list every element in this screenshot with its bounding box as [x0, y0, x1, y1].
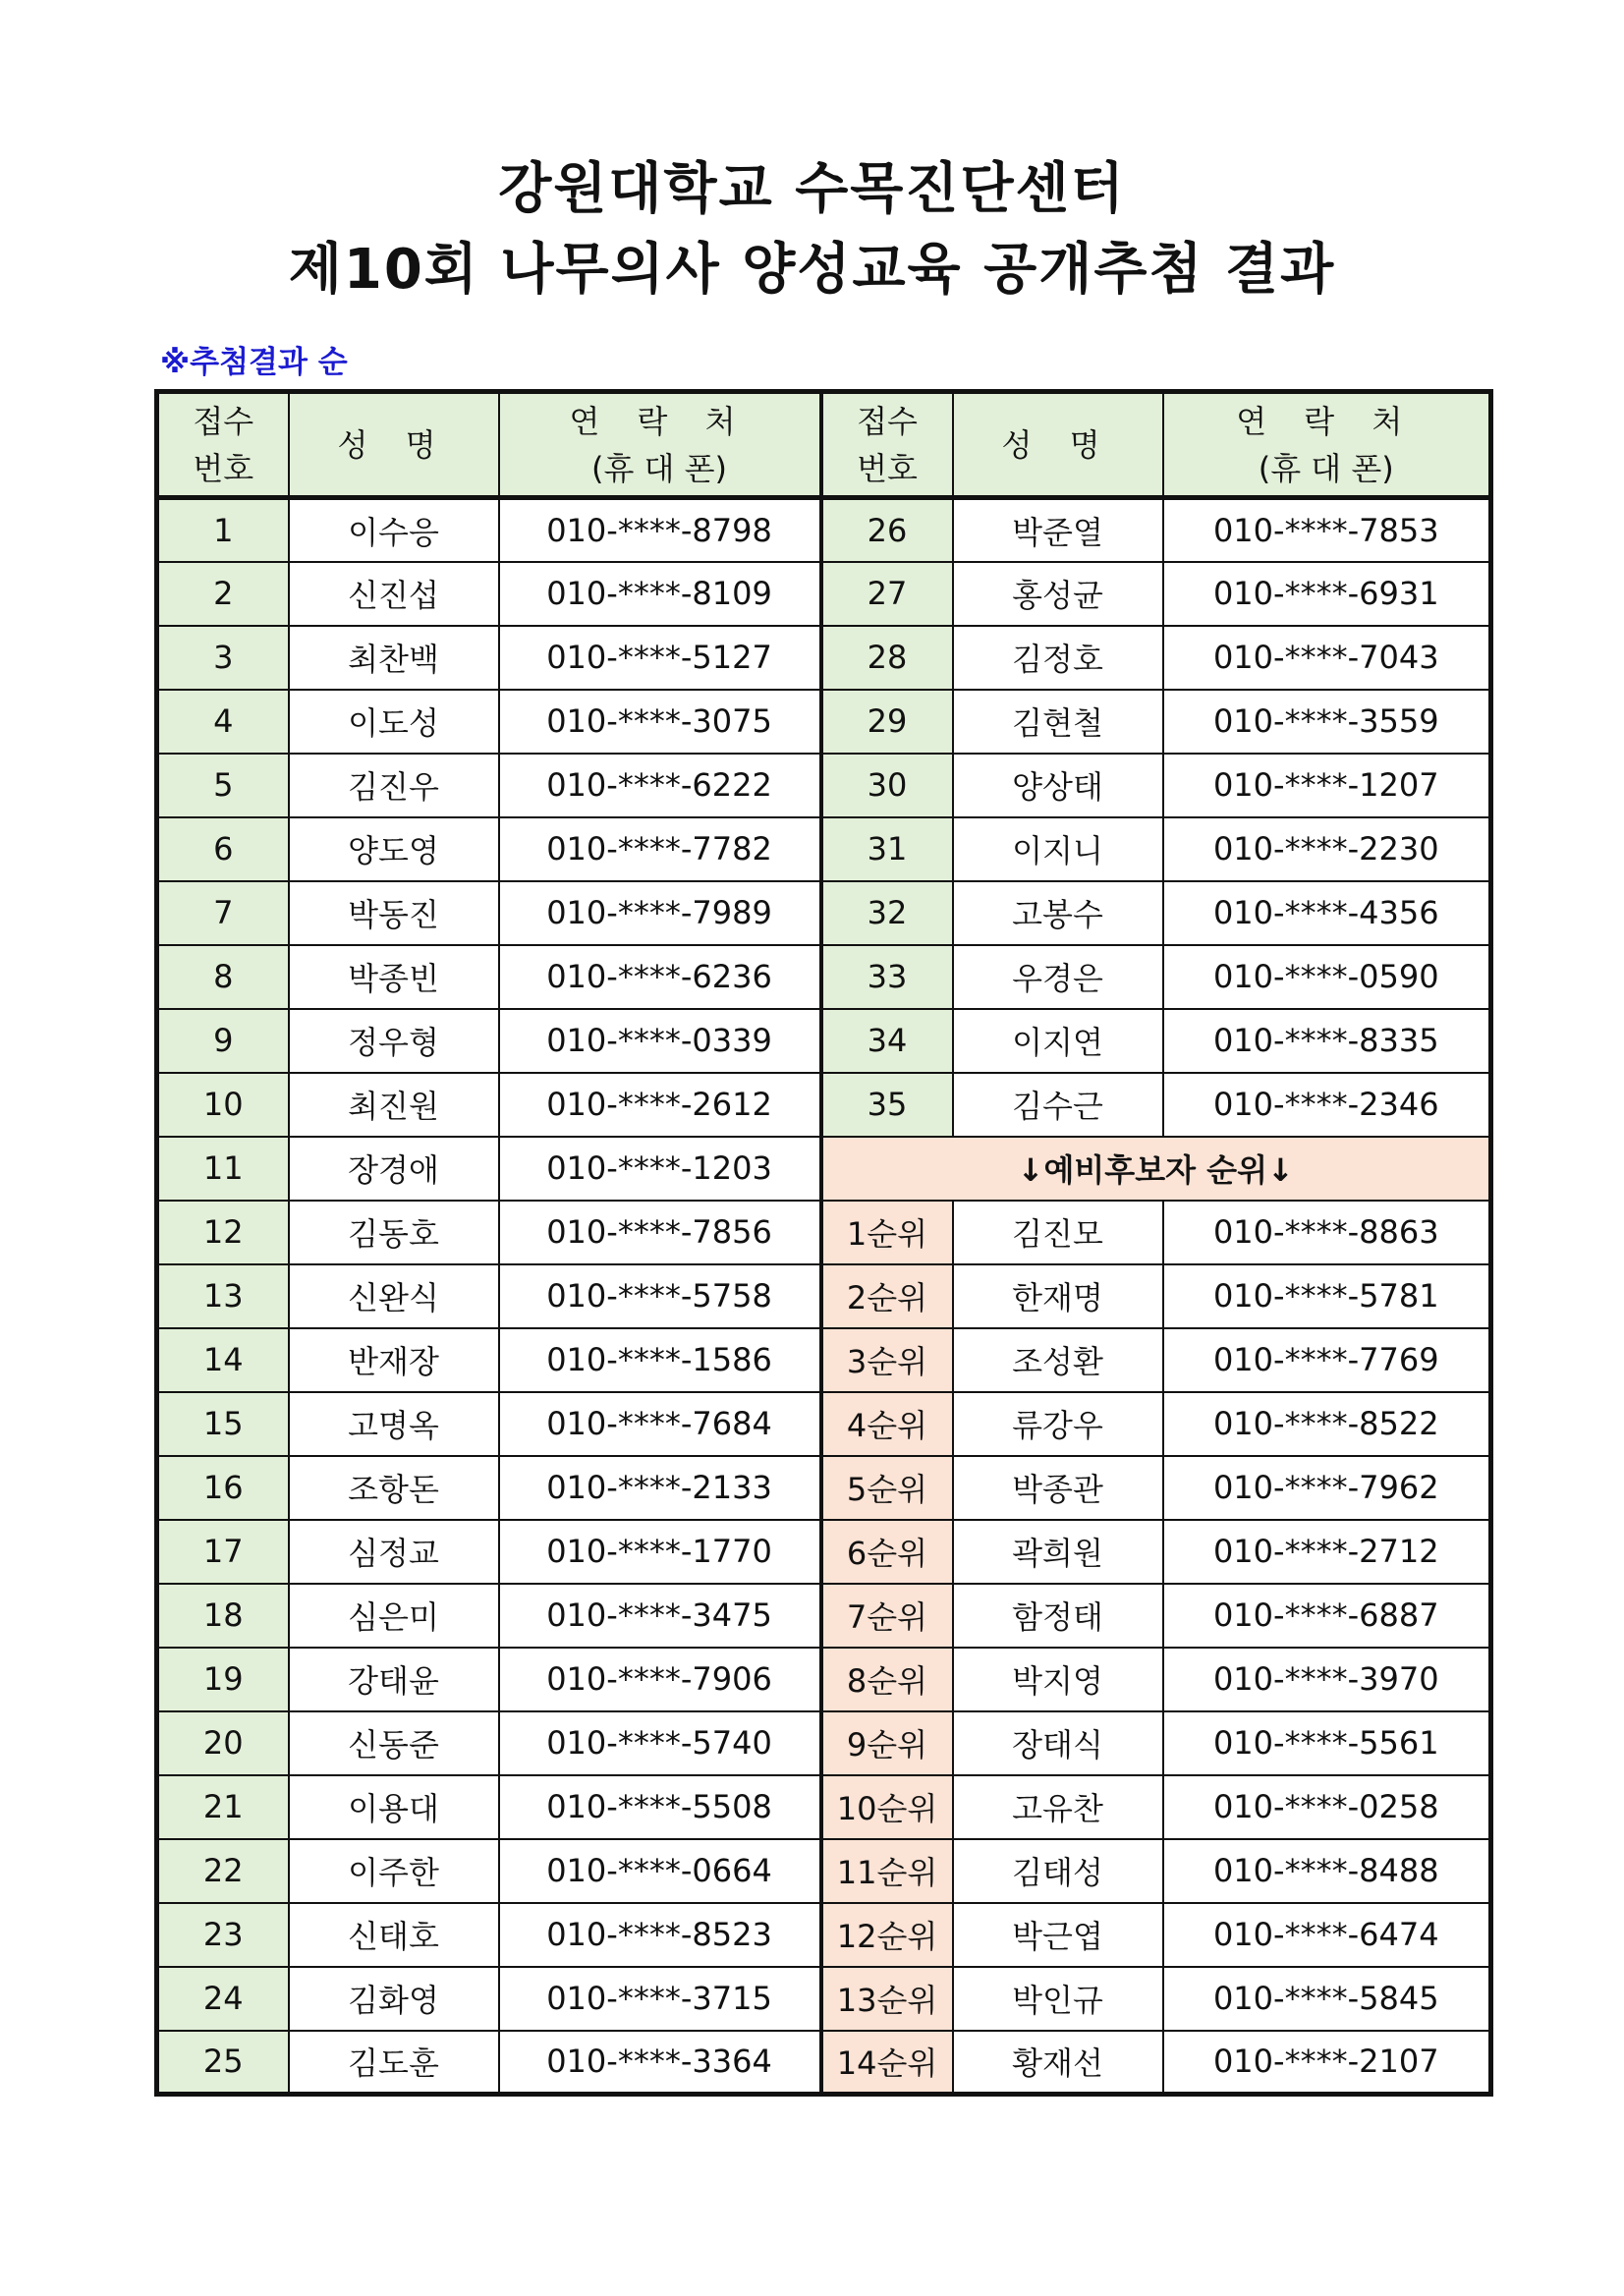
table-row [157, 1839, 1491, 1903]
table-row [157, 754, 1491, 817]
applicant-no: 24 [157, 1967, 289, 2031]
applicant-phone: 010-****-5508 [499, 1775, 821, 1839]
applicant-phone: 010-****-7684 [499, 1392, 821, 1456]
reserve-name: 장태식 [953, 1711, 1163, 1775]
reserve-phone: 010-****-5845 [1163, 1967, 1491, 2031]
table-row [157, 1009, 1491, 1073]
reserve-name: 조성환 [953, 1328, 1163, 1392]
table-row [157, 2031, 1491, 2095]
applicant-name: 이도성 [289, 690, 499, 754]
header-name: 성 명 [953, 392, 1163, 498]
applicant-no: 8 [157, 945, 289, 1009]
table-row [157, 1967, 1491, 2031]
applicant-no: 26 [821, 498, 953, 562]
applicant-name: 홍성균 [953, 562, 1163, 626]
reserve-rank: 4순위 [821, 1392, 953, 1456]
applicant-no: 7 [157, 881, 289, 945]
applicant-phone: 010-****-6931 [1163, 562, 1491, 626]
header-phone [1163, 392, 1491, 498]
reserve-rank: 2순위 [821, 1264, 953, 1328]
reserve-phone: 010-****-3970 [1163, 1648, 1491, 1711]
table-row [157, 1137, 1491, 1201]
applicant-name: 신완식 [289, 1264, 499, 1328]
applicant-name: 김화영 [289, 1967, 499, 2031]
applicant-name: 김수근 [953, 1073, 1163, 1137]
applicant-phone: 010-****-5758 [499, 1264, 821, 1328]
applicant-phone: 010-****-8523 [499, 1903, 821, 1967]
applicant-no: 34 [821, 1009, 953, 1073]
reserve-name: 김진모 [953, 1201, 1163, 1264]
applicant-phone: 010-****-7853 [1163, 498, 1491, 562]
applicant-no: 3 [157, 626, 289, 690]
applicant-no: 27 [821, 562, 953, 626]
reserve-name: 박지영 [953, 1648, 1163, 1711]
applicant-name: 최찬백 [289, 626, 499, 690]
applicant-phone: 010-****-1203 [499, 1137, 821, 1201]
table-row [157, 1520, 1491, 1584]
applicant-name: 우경은 [953, 945, 1163, 1009]
applicant-no: 1 [157, 498, 289, 562]
applicant-no: 31 [821, 817, 953, 881]
reserve-name: 한재명 [953, 1264, 1163, 1328]
table-row [157, 1711, 1491, 1775]
applicant-name: 이용대 [289, 1775, 499, 1839]
applicant-no: 23 [157, 1903, 289, 1967]
applicant-name: 조항돈 [289, 1456, 499, 1520]
applicant-name: 반재장 [289, 1328, 499, 1392]
applicant-name: 박동진 [289, 881, 499, 945]
applicant-phone: 010-****-3475 [499, 1584, 821, 1648]
applicant-phone: 010-****-2230 [1163, 817, 1491, 881]
applicant-no: 22 [157, 1839, 289, 1903]
header-no-line2: 번호 [193, 449, 254, 487]
reserve-name: 김태성 [953, 1839, 1163, 1903]
applicant-name: 김동호 [289, 1201, 499, 1264]
table-row [157, 1648, 1491, 1711]
applicant-phone: 010-****-1207 [1163, 754, 1491, 817]
applicant-phone: 010-****-6236 [499, 945, 821, 1009]
results-table [154, 389, 1493, 2097]
header-name: 성 명 [289, 392, 499, 498]
reserve-rank: 13순위 [821, 1967, 953, 2031]
header-phone [499, 392, 821, 498]
applicant-name: 양도영 [289, 817, 499, 881]
reserve-rank: 9순위 [821, 1711, 953, 1775]
header-no [821, 392, 953, 498]
table-row [157, 1073, 1491, 1137]
applicant-phone: 010-****-8109 [499, 562, 821, 626]
applicant-phone: 010-****-5740 [499, 1711, 821, 1775]
table-row [157, 498, 1491, 562]
applicant-no: 17 [157, 1520, 289, 1584]
reserve-name: 고유찬 [953, 1775, 1163, 1839]
table-row [157, 1584, 1491, 1648]
applicant-name: 강태윤 [289, 1648, 499, 1711]
applicant-no: 32 [821, 881, 953, 945]
applicant-name: 김현철 [953, 690, 1163, 754]
table-row [157, 562, 1491, 626]
applicant-name: 신동준 [289, 1711, 499, 1775]
applicant-phone: 010-****-7989 [499, 881, 821, 945]
reserve-name: 류강우 [953, 1392, 1163, 1456]
applicant-no: 28 [821, 626, 953, 690]
applicant-phone: 010-****-7906 [499, 1648, 821, 1711]
applicant-no: 5 [157, 754, 289, 817]
applicant-no: 29 [821, 690, 953, 754]
applicant-phone: 010-****-3075 [499, 690, 821, 754]
reserve-phone: 010-****-6887 [1163, 1584, 1491, 1648]
header-no-line1: 접수 [193, 402, 254, 440]
table-row [157, 626, 1491, 690]
table-row [157, 945, 1491, 1009]
applicant-phone: 010-****-0590 [1163, 945, 1491, 1009]
table-body [157, 498, 1491, 2095]
applicant-phone: 010-****-2612 [499, 1073, 821, 1137]
applicant-no: 25 [157, 2031, 289, 2095]
reserve-name: 박인규 [953, 1967, 1163, 2031]
applicant-no: 20 [157, 1711, 289, 1775]
table-row [157, 817, 1491, 881]
reserve-phone: 010-****-5781 [1163, 1264, 1491, 1328]
applicant-no: 19 [157, 1648, 289, 1711]
applicant-no: 30 [821, 754, 953, 817]
reserve-phone: 010-****-8863 [1163, 1201, 1491, 1264]
applicant-phone: 010-****-1770 [499, 1520, 821, 1584]
applicant-no: 21 [157, 1775, 289, 1839]
sort-note: ※추첨결과 순 [160, 345, 348, 380]
reserve-rank: 3순위 [821, 1328, 953, 1392]
applicant-phone: 010-****-0339 [499, 1009, 821, 1073]
applicant-no: 9 [157, 1009, 289, 1073]
reserve-rank: 6순위 [821, 1520, 953, 1584]
applicant-name: 최진원 [289, 1073, 499, 1137]
applicant-no: 13 [157, 1264, 289, 1328]
applicant-name: 고명옥 [289, 1392, 499, 1456]
table-row [157, 1328, 1491, 1392]
applicant-no: 18 [157, 1584, 289, 1648]
reserve-rank: 7순위 [821, 1584, 953, 1648]
reserve-rank: 14순위 [821, 2031, 953, 2095]
applicant-phone: 010-****-3364 [499, 2031, 821, 2095]
reserve-phone: 010-****-5561 [1163, 1711, 1491, 1775]
table-row [157, 1903, 1491, 1967]
reserve-phone: 010-****-7962 [1163, 1456, 1491, 1520]
applicant-phone: 010-****-7856 [499, 1201, 821, 1264]
applicant-name: 고봉수 [953, 881, 1163, 945]
table-row [157, 1775, 1491, 1839]
applicant-no: 11 [157, 1137, 289, 1201]
reserve-header: ↓예비후보자 순위↓ [821, 1137, 1491, 1201]
applicant-no: 2 [157, 562, 289, 626]
page-title-line2: 제10회 나무의사 양성교육 공개추첨 결과 [288, 238, 1336, 302]
table-row [157, 881, 1491, 945]
reserve-phone: 010-****-6474 [1163, 1903, 1491, 1967]
reserve-name: 박종관 [953, 1456, 1163, 1520]
applicant-no: 4 [157, 690, 289, 754]
applicant-name: 이수응 [289, 498, 499, 562]
table-row [157, 1201, 1491, 1264]
applicant-phone: 010-****-0664 [499, 1839, 821, 1903]
reserve-phone: 010-****-8488 [1163, 1839, 1491, 1903]
applicant-name: 김도훈 [289, 2031, 499, 2095]
applicant-no: 35 [821, 1073, 953, 1137]
reserve-phone: 010-****-7769 [1163, 1328, 1491, 1392]
reserve-phone: 010-****-2712 [1163, 1520, 1491, 1584]
applicant-phone: 010-****-7043 [1163, 626, 1491, 690]
header-phone-line1: 연 락 처 [569, 402, 750, 440]
reserve-name: 박근엽 [953, 1903, 1163, 1967]
reserve-rank: 5순위 [821, 1456, 953, 1520]
applicant-no: 14 [157, 1328, 289, 1392]
table-row [157, 1392, 1491, 1456]
header-phone-line1: 연 락 처 [1236, 402, 1417, 440]
header-no-line2: 번호 [857, 449, 918, 487]
applicant-phone: 010-****-8335 [1163, 1009, 1491, 1073]
applicant-phone: 010-****-1586 [499, 1328, 821, 1392]
applicant-phone: 010-****-5127 [499, 626, 821, 690]
applicant-name: 이지니 [953, 817, 1163, 881]
table-header [157, 392, 1491, 498]
applicant-phone: 010-****-3559 [1163, 690, 1491, 754]
applicant-no: 33 [821, 945, 953, 1009]
applicant-name: 김진우 [289, 754, 499, 817]
applicant-name: 박준열 [953, 498, 1163, 562]
applicant-name: 심은미 [289, 1584, 499, 1648]
reserve-phone: 010-****-0258 [1163, 1775, 1491, 1839]
reserve-name: 황재선 [953, 2031, 1163, 2095]
reserve-phone: 010-****-2107 [1163, 2031, 1491, 2095]
reserve-name: 함정태 [953, 1584, 1163, 1648]
header-phone-line2: (휴 대 폰) [590, 449, 728, 487]
applicant-no: 12 [157, 1201, 289, 1264]
reserve-rank: 10순위 [821, 1775, 953, 1839]
table-row [157, 1264, 1491, 1328]
applicant-phone: 010-****-2346 [1163, 1073, 1491, 1137]
applicant-phone: 010-****-4356 [1163, 881, 1491, 945]
applicant-name: 신태호 [289, 1903, 499, 1967]
applicant-no: 6 [157, 817, 289, 881]
table-row [157, 1456, 1491, 1520]
applicant-phone: 010-****-8798 [499, 498, 821, 562]
applicant-phone: 010-****-7782 [499, 817, 821, 881]
page-title-line1: 강원대학교 수목진단센터 [498, 157, 1126, 221]
applicant-name: 장경애 [289, 1137, 499, 1201]
reserve-rank: 11순위 [821, 1839, 953, 1903]
reserve-rank: 8순위 [821, 1648, 953, 1711]
applicant-name: 심정교 [289, 1520, 499, 1584]
applicant-name: 이주한 [289, 1839, 499, 1903]
reserve-rank: 1순위 [821, 1201, 953, 1264]
applicant-name: 박종빈 [289, 945, 499, 1009]
applicant-no: 16 [157, 1456, 289, 1520]
applicant-phone: 010-****-2133 [499, 1456, 821, 1520]
header-no [157, 392, 289, 498]
table-row [157, 690, 1491, 754]
reserve-rank: 12순위 [821, 1903, 953, 1967]
applicant-name: 정우형 [289, 1009, 499, 1073]
header-no-line1: 접수 [857, 402, 918, 440]
reserve-name: 곽희원 [953, 1520, 1163, 1584]
applicant-phone: 010-****-3715 [499, 1967, 821, 2031]
applicant-name: 신진섭 [289, 562, 499, 626]
header-phone-line2: (휴 대 폰) [1258, 449, 1394, 487]
applicant-name: 양상태 [953, 754, 1163, 817]
applicant-name: 김정호 [953, 626, 1163, 690]
applicant-name: 이지연 [953, 1009, 1163, 1073]
applicant-no: 10 [157, 1073, 289, 1137]
applicant-phone: 010-****-6222 [499, 754, 821, 817]
reserve-phone: 010-****-8522 [1163, 1392, 1491, 1456]
applicant-no: 15 [157, 1392, 289, 1456]
